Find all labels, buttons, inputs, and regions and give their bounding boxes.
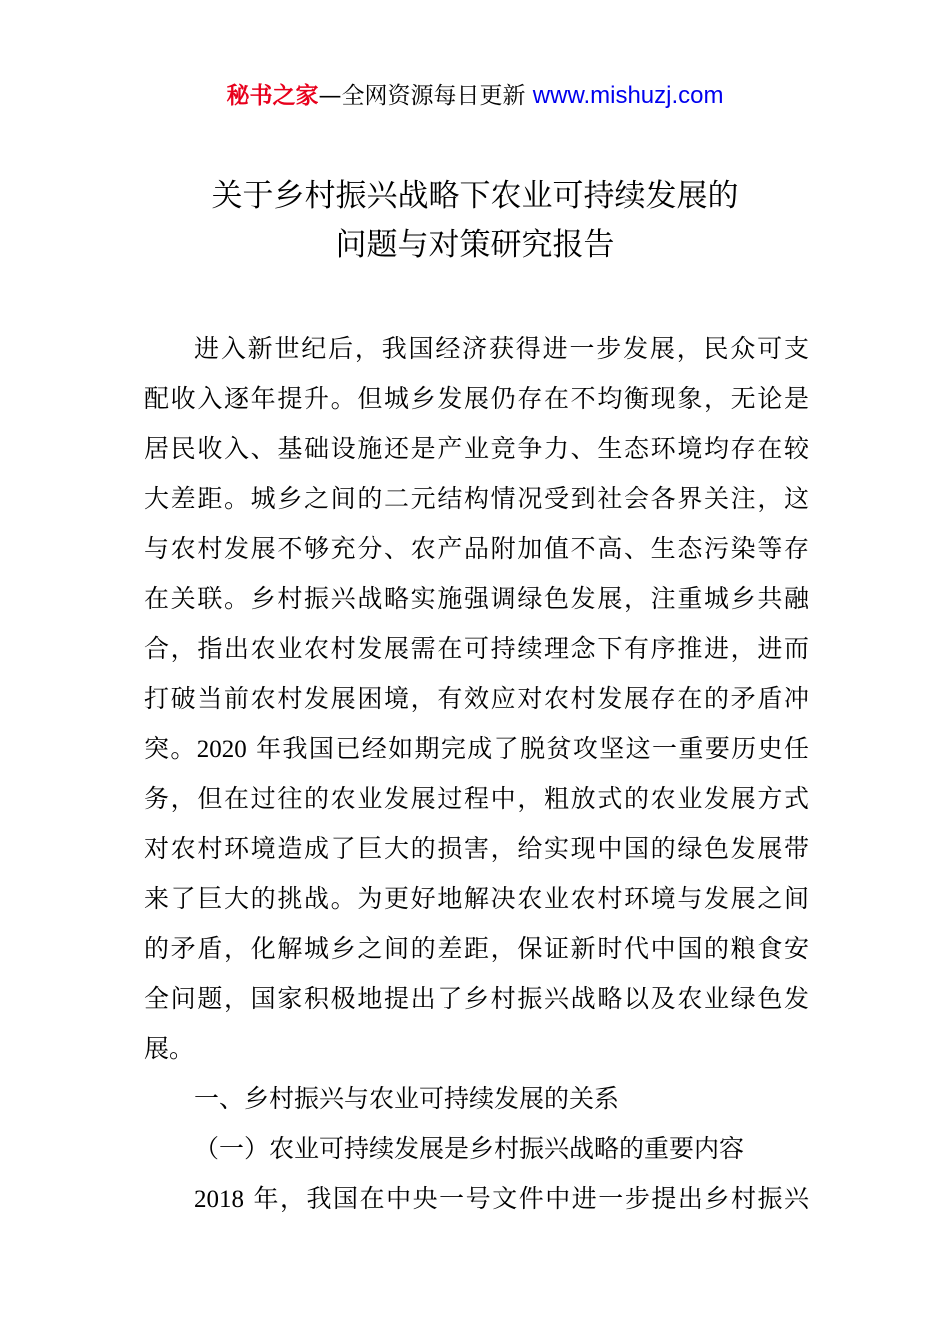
document-body xyxy=(144,324,809,1224)
paragraph-line: 配收入逐年提升。但城乡发展仍存在不均衡现象，无论是 xyxy=(144,384,809,413)
site-tagline: —全网资源每日更新 xyxy=(318,83,533,109)
paragraph-text: 年，我国在中央一号文件中进一步提出乡村振兴 xyxy=(244,1184,809,1213)
paragraph-line xyxy=(144,1174,809,1224)
paragraph-text: 年我国已经如期完成了脱贫攻坚这一重要历史任 xyxy=(246,734,809,763)
site-brand: 秘书之家 xyxy=(226,83,319,109)
year-number: 2018 xyxy=(194,1186,244,1213)
paragraph-line xyxy=(144,724,809,774)
paragraph-line: 居民收入、基础设施还是产业竞争力、生态环境均存在较 xyxy=(144,434,809,463)
paragraph-line: 全问题，国家积极地提出了乡村振兴战略以及农业绿色发 xyxy=(144,984,809,1013)
paragraph-line: 在关联。乡村振兴战略实施强调绿色发展，注重城乡共融 xyxy=(144,584,809,613)
site-header xyxy=(0,80,950,112)
paragraph-line: 展。 xyxy=(144,1034,195,1063)
site-url-link[interactable]: www.mishuzj.com xyxy=(532,82,724,109)
paragraph-line: 大差距。城乡之间的二元结构情况受到社会各界关注，这 xyxy=(144,484,809,513)
paragraph-line: 来了巨大的挑战。为更好地解决农业农村环境与发展之间 xyxy=(144,884,809,913)
title-line-1: 关于乡村振兴战略下农业可持续发展的 xyxy=(211,178,739,214)
paragraph-line: 务，但在过往的农业发展过程中，粗放式的农业发展方式 xyxy=(144,784,809,813)
section-heading: 一、乡村振兴与农业可持续发展的关系 xyxy=(194,1084,620,1113)
paragraph-line: 对农村环境造成了巨大的损害，给实现中国的绿色发展带 xyxy=(144,834,809,863)
subsection-heading: （一）农业可持续发展是乡村振兴战略的重要内容 xyxy=(194,1134,745,1163)
paragraph-text: 突。 xyxy=(144,734,197,763)
paragraph-line: 与农村发展不够充分、农产品附加值不高、生态污染等存 xyxy=(144,534,809,563)
year-number: 2020 xyxy=(196,736,247,763)
document-title xyxy=(0,172,950,270)
paragraph-line: 进入新世纪后，我国经济获得进一步发展，民众可支 xyxy=(194,334,809,363)
title-line-2: 问题与对策研究报告 xyxy=(335,227,615,263)
paragraph-line: 合，指出农业农村发展需在可持续理念下有序推进，进而 xyxy=(144,634,809,663)
paragraph-line: 的矛盾，化解城乡之间的差距，保证新时代中国的粮食安 xyxy=(144,934,809,963)
paragraph-line: 打破当前农村发展困境，有效应对农村发展存在的矛盾冲 xyxy=(144,684,809,713)
